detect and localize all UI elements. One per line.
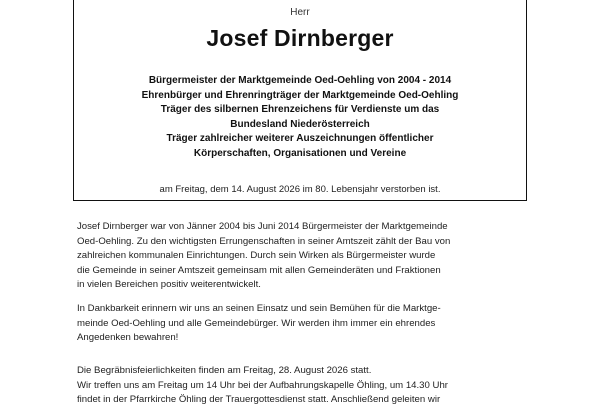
death-notice: am Freitag, dem 14. August 2026 im 80. Lebensjahr verstorben ist. xyxy=(159,184,441,195)
title-line: Träger zahlreicher weiterer Auszeichnungen öffentlicher xyxy=(166,133,434,144)
text-line: findet in der Pfarrkirche Öhling der Trauergottesdienst statt. Anschließend geleiten wir xyxy=(77,394,441,405)
frame-bottom-border xyxy=(73,200,527,201)
title-line: Körperschaften, Organisationen und Vereine xyxy=(193,147,407,159)
text-line: in vielen Bereichen positiv weiterentwickelt. xyxy=(77,279,261,290)
paragraph-funeral xyxy=(77,364,525,408)
salutation: Herr xyxy=(290,7,310,18)
text-line: Wir treffen uns am Freitag um 14 Uhr bei der Aufbahrungskapelle Öhling, um 14.30 Uhr xyxy=(77,379,448,391)
text-line: Josef Dirnberger war von Jänner 2004 bis Juni 2014 Bürgermeister der Marktgemeinde xyxy=(77,221,448,232)
honorary-titles xyxy=(0,74,600,161)
title-line: Bürgermeister der Marktgemeinde Oed-Oehling von 2004 - 2014 xyxy=(148,75,452,86)
text-line: meinde Oed-Oehling und alle Gemeindebürger. Wir werden ihm immer ein ehrendes xyxy=(77,317,436,329)
paragraph-tenure xyxy=(77,220,525,293)
deceased-name: Josef Dirnberger xyxy=(206,25,394,51)
text-line: die Gemeinde in seiner Amtszeit gemeinsam mit allen Gemeinderäten und Fraktionen xyxy=(77,264,441,276)
text-line: Die Begräbnisfeierlichkeiten finden am Freitag, 28. August 2026 statt. xyxy=(77,365,372,376)
title-line: Träger des silbernen Ehrenzeichens für Verdienste um das xyxy=(160,104,440,115)
text-line: In Dankbarkeit erinnern wir uns an seinen Einsatz und sein Bemühen für die Marktge- xyxy=(77,303,441,314)
text-line: Oed-Oehling. Zu den wichtigsten Errungenschaften in seiner Amtszeit zählt der Bau von xyxy=(77,235,451,247)
title-line: Ehrenbürger und Ehrenringträger der Marktgemeinde Oed-Oehling xyxy=(141,89,459,101)
title-line: Bundesland Niederösterreich xyxy=(230,118,370,130)
paragraph-gratitude xyxy=(77,302,525,346)
text-line: Angedenken bewahren! xyxy=(77,332,179,343)
text-line: zahlreichen kommunalen Einrichtungen. Durch sein Wirken als Bürgermeister wurde xyxy=(77,250,436,261)
